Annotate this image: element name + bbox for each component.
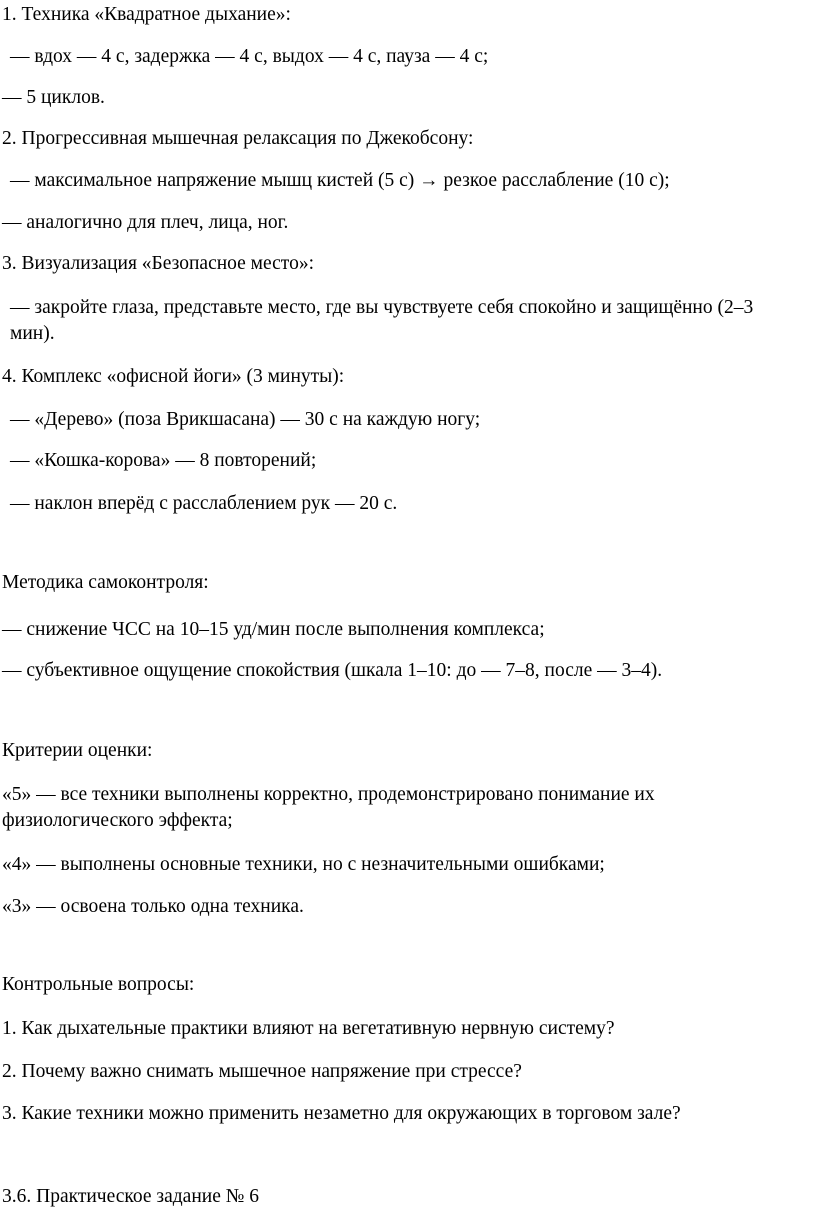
technique-3-title: 3. Визуализация «Безопасное место»: <box>2 253 314 274</box>
criteria-title: Критерии оценки: <box>2 740 153 761</box>
questions-title: Контрольные вопросы: <box>2 974 195 995</box>
question-3: 3. Какие техники можно применить незаметно для окружающих в торговом зале? <box>2 1103 681 1124</box>
question-1: 1. Как дыхательные практики влияют на вегетативную нервную систему? <box>2 1018 615 1039</box>
technique-1-step-1: — вдох — 4 с, задержка — 4 с, выдох — 4 с, пауза — 4 с; <box>10 46 489 67</box>
technique-2-step-1: — максимальное напряжение мышц кистей (5 с) → резкое расслабление (10 с); <box>10 170 670 191</box>
self-control-item-2: — субъективное ощущение спокойствия (шкала 1–10: до — 7–8, после — 3–4). <box>2 660 663 681</box>
technique-4-title: 4. Комплекс «офисной йоги» (3 минуты): <box>2 366 345 387</box>
technique-3-step-1: — закройте глаза, представьте место, где вы чувствуете себя спокойно и защищённо (2–3 мин). <box>10 297 754 344</box>
criteria-grade-5: «5» — все техники выполнены корректно, продемонстрировано понимание их физиологического эффекта; <box>2 784 655 831</box>
criteria-grade-3: «3» — освоена только одна техника. <box>2 896 304 917</box>
technique-4-step-3: — наклон вперёд с расслаблением рук — 20 с. <box>10 493 398 514</box>
technique-4-step-1: — «Дерево» (поза Врикшасана) — 30 с на каждую ногу; <box>10 409 481 430</box>
technique-1-step-2: — 5 циклов. <box>2 87 105 108</box>
question-2: 2. Почему важно снимать мышечное напряжение при стрессе? <box>2 1061 522 1082</box>
technique-2-step-2: — аналогично для плеч, лица, ног. <box>2 212 289 233</box>
technique-4-step-2: — «Кошка-корова» — 8 повторений; <box>10 450 317 471</box>
next-section-title: 3.6. Практическое задание № 6 <box>2 1186 259 1207</box>
criteria-grade-4: «4» — выполнены основные техники, но с незначительными ошибками; <box>2 854 605 875</box>
self-control-item-1: — снижение ЧСС на 10–15 уд/мин после выполнения комплекса; <box>2 619 545 640</box>
self-control-title: Методика самоконтроля: <box>2 572 209 593</box>
technique-1-title: 1. Техника «Квадратное дыхание»: <box>2 4 291 25</box>
technique-2-title: 2. Прогрессивная мышечная релаксация по Джекобсону: <box>2 128 474 149</box>
